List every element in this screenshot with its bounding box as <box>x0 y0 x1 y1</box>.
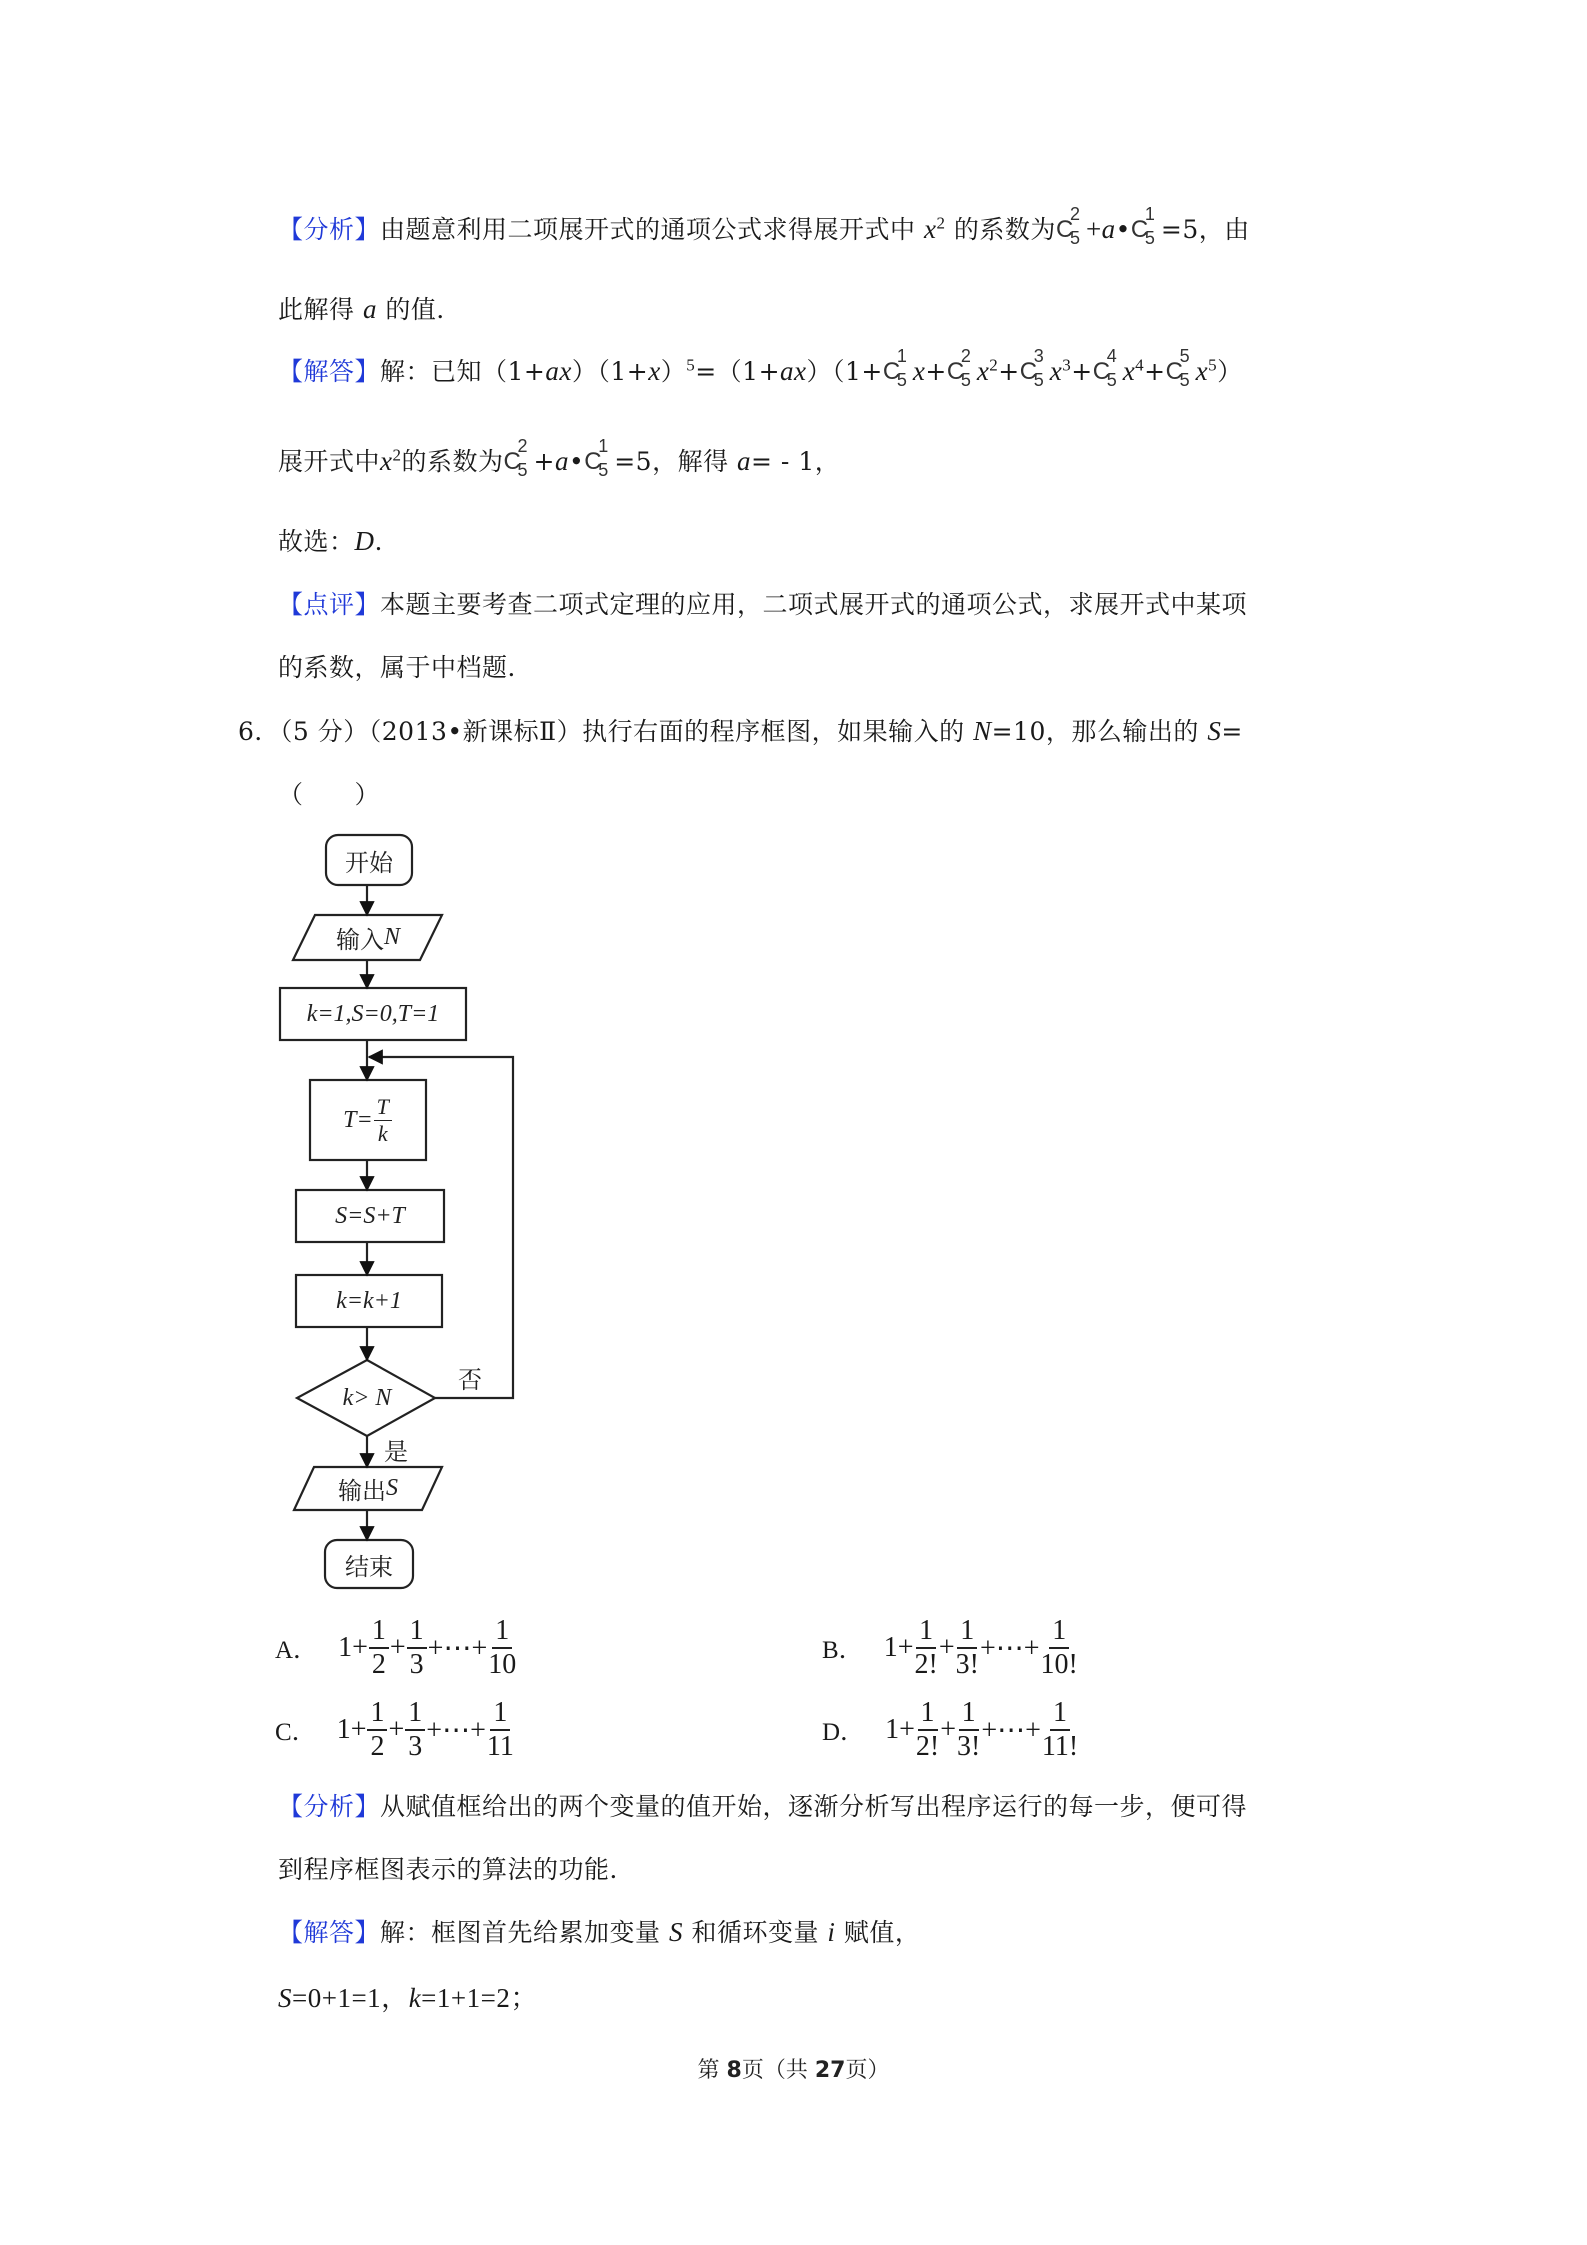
solution-paragraph-3: 【解答】解：框图首先给累加变量 S 和循环变量 i 赋值， <box>278 1917 921 1947</box>
flowchart-update-T: T= $\frac{T}{k}$ <box>310 1080 426 1160</box>
analysis-paragraph-1b: 此解得 a 的值． <box>278 294 462 324</box>
solution-tag: 【解答】 <box>278 357 381 386</box>
choose-line: 故选：D. <box>278 526 383 556</box>
analysis-tag-2: 【分析】 <box>278 1792 381 1821</box>
option-a[interactable]: A． 1+ $\frac{1}{2}$ + $\frac{1}{3}$ +⋯+ $\frac{1}{10}$ <box>275 1615 517 1680</box>
flowchart-init: k=1,S=0,T=1 <box>306 1000 440 1027</box>
flowchart-no-label: 否 <box>458 1366 482 1394</box>
solution-tag-2: 【解答】 <box>278 1918 381 1947</box>
analysis-paragraph-1: 【分析】由题意利用二项展开式的通项公式求得展开式中 $x^2$ 的系数为 C 2 5 +a• C 1 5 =5，由 <box>278 204 1250 248</box>
analysis-paragraph-2b: 到程序框图表示的算法的功能． <box>278 1855 636 1884</box>
flowchart-yes-label: 是 <box>384 1438 408 1466</box>
option-c[interactable]: C． 1+ $\frac{1}{2}$ + $\frac{1}{3}$ +⋯+ $\frac{1}{11}$ <box>275 1697 514 1762</box>
analysis-tag: 【分析】 <box>278 215 381 244</box>
flowchart-update-S: S=S+T <box>335 1202 405 1229</box>
flowchart-condition: k> N <box>342 1384 392 1411</box>
page-footer: 第 8页（共 27页） <box>697 2058 890 2083</box>
analysis-paragraph-2: 【分析】从赋值框给出的两个变量的值开始，逐渐分析写出程序运行的每一步，便可得 <box>278 1792 1248 1821</box>
flowchart <box>270 820 540 1620</box>
flowchart-start: 开始 <box>345 848 393 877</box>
solution-paragraph-2: 展开式中$x^2$的系数为 C 2 5 +a• C 1 5 =5，解得 a= - 1， <box>278 436 841 480</box>
flowchart-output: 输出 S <box>338 1475 398 1505</box>
option-b[interactable]: B． 1+ $\frac{1}{2!}$ + $\frac{1}{3!}$ +⋯+ $\frac{1}{10!}$ <box>822 1615 1078 1680</box>
binomial-c51: C 1 5 <box>1130 204 1156 248</box>
binomial-c52: C 2 5 <box>1055 204 1081 248</box>
comment-paragraph-1: 【点评】本题主要考查二项式定理的应用，二项式展开式的通项公式，求展开式中某项 <box>278 590 1248 619</box>
page-total: 27 <box>814 2058 846 2083</box>
option-d[interactable]: D． 1+ $\frac{1}{2!}$ + $\frac{1}{3!}$ +⋯+ $\frac{1}{11!}$ <box>822 1697 1079 1762</box>
question-6-stem: 6．（5 分）（2013•新课标Ⅱ）执行右面的程序框图，如果输入的 N=10，那么输出的 S= <box>238 716 1243 746</box>
comment-tag: 【点评】 <box>278 590 381 619</box>
flowchart-end: 结束 <box>345 1552 393 1581</box>
question-6-blank: （ ） <box>278 780 381 809</box>
solution-step-1: S=0+1=1，k=1+1=2； <box>278 1983 538 2013</box>
page-number: 8 <box>726 2058 742 2083</box>
solution-paragraph-1: 【解答】解：已知$(1+ax)(1+x)^5=(1+ax)(1+$ C 1 5 x+ C 2 5 $x^2+$ C 3 5 $x^3+$ C 4 5 $x^4+$ C 5 5 $x^5$） <box>278 346 1243 390</box>
flowchart-input: 输入 N <box>335 924 400 954</box>
flowchart-update-k: k=k+1 <box>336 1287 402 1314</box>
comment-paragraph-2: 的系数，属于中档题． <box>278 653 534 682</box>
